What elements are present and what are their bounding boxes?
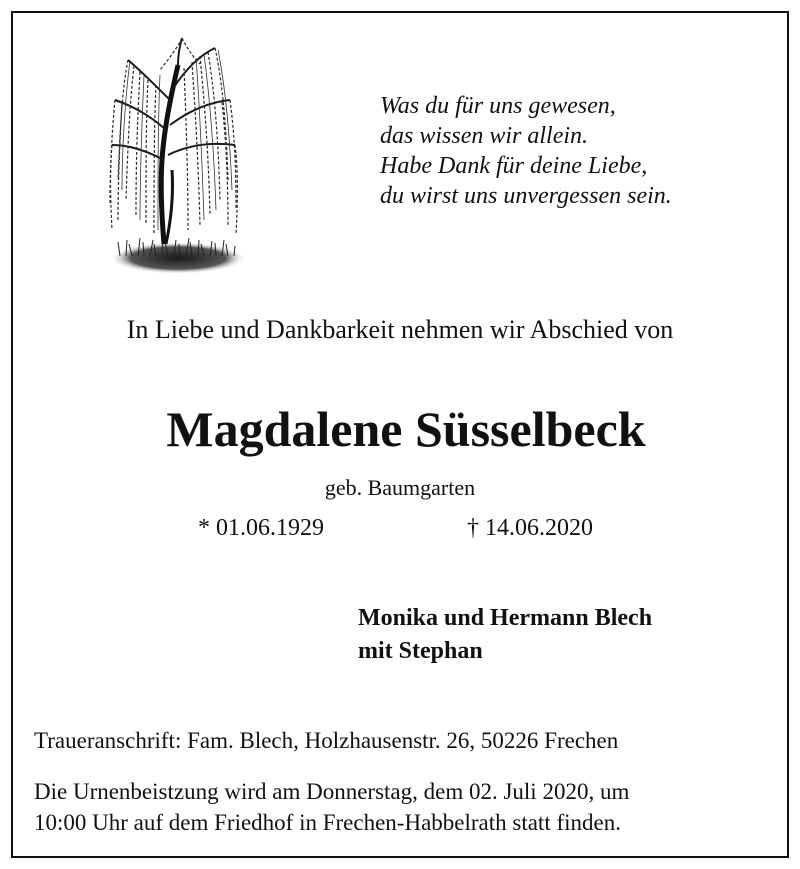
poem-line: du wirst uns unvergessen sein. bbox=[380, 183, 672, 209]
mourning-address: Traueranschrift: Fam. Blech, Holzhausenstr. 26, 50226 Frechen bbox=[34, 728, 619, 753]
funeral-notice-line: 10:00 Uhr auf dem Friedhof in Frechen-Habbelrath statt finden. bbox=[34, 810, 621, 835]
mourners-line: mit Stephan bbox=[358, 638, 483, 664]
poem-line: Was du für uns gewesen, bbox=[380, 93, 616, 119]
intro-text: In Liebe und Dankbarkeit nehmen wir Abschied von bbox=[126, 315, 674, 344]
mourners bbox=[358, 602, 652, 668]
poem bbox=[380, 91, 672, 211]
birth-date: * 01.06.1929 bbox=[198, 515, 324, 541]
death-date: † 14.06.2020 bbox=[467, 515, 593, 541]
poem-line: Habe Dank für deine Liebe, bbox=[380, 153, 648, 179]
poem-line: das wissen wir allein. bbox=[380, 123, 589, 149]
funeral-notice-line: Die Urnenbeistzung wird am Donnerstag, dem 02. Juli 2020, um bbox=[34, 779, 630, 804]
deceased-name: Magdalene Süsselbeck bbox=[166, 401, 646, 457]
funeral-notice bbox=[34, 776, 764, 838]
mourners-line: Monika und Hermann Blech bbox=[358, 605, 653, 631]
maiden-name: geb. Baumgarten bbox=[324, 475, 476, 500]
weeping-willow-tree-icon bbox=[100, 30, 250, 285]
